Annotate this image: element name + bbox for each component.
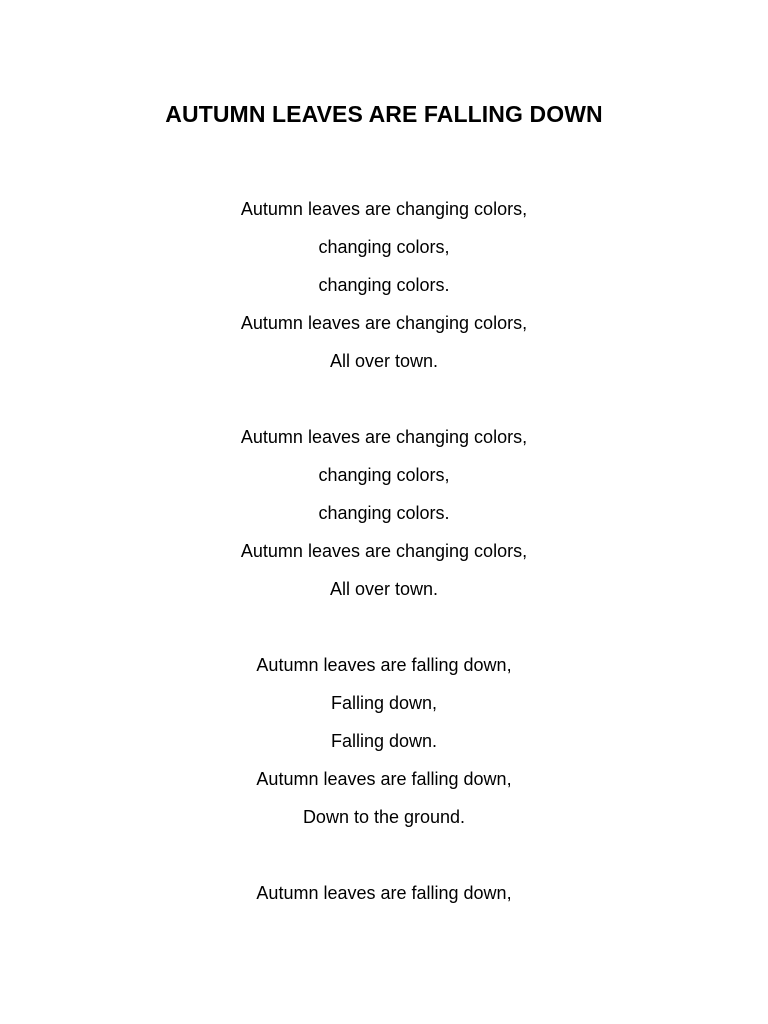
stanza-break [0,381,768,419]
stanza-4 [0,875,768,913]
poem-line: changing colors, [318,237,450,257]
poem-line: Autumn leaves are changing colors, [240,199,528,219]
stanza-3 [0,647,768,837]
poem-line: Autumn leaves are falling down, [256,883,512,903]
poem-line: Autumn leaves are changing colors, [240,541,528,561]
poem-line: Autumn leaves are changing colors, [240,427,528,447]
poem-line: Down to the ground. [302,807,466,827]
poem-line: Autumn leaves are falling down, [256,655,512,675]
poem-line: changing colors, [318,465,450,485]
poem-line: All over town. [329,579,439,599]
stanza-break [0,609,768,647]
poem-line: changing colors. [318,275,450,295]
poem-line: Autumn leaves are changing colors, [240,313,528,333]
poem-line: All over town. [329,351,439,371]
poem-line: Autumn leaves are falling down, [256,769,512,789]
poem-line: Falling down. [330,731,438,751]
stanza-2 [0,419,768,609]
poem-line: changing colors. [318,503,450,523]
stanza-1 [0,191,768,381]
stanza-break [0,837,768,875]
poem-body [0,191,768,913]
poem-line: Falling down, [330,693,438,713]
poem-title: AUTUMN LEAVES ARE FALLING DOWN [165,101,603,127]
